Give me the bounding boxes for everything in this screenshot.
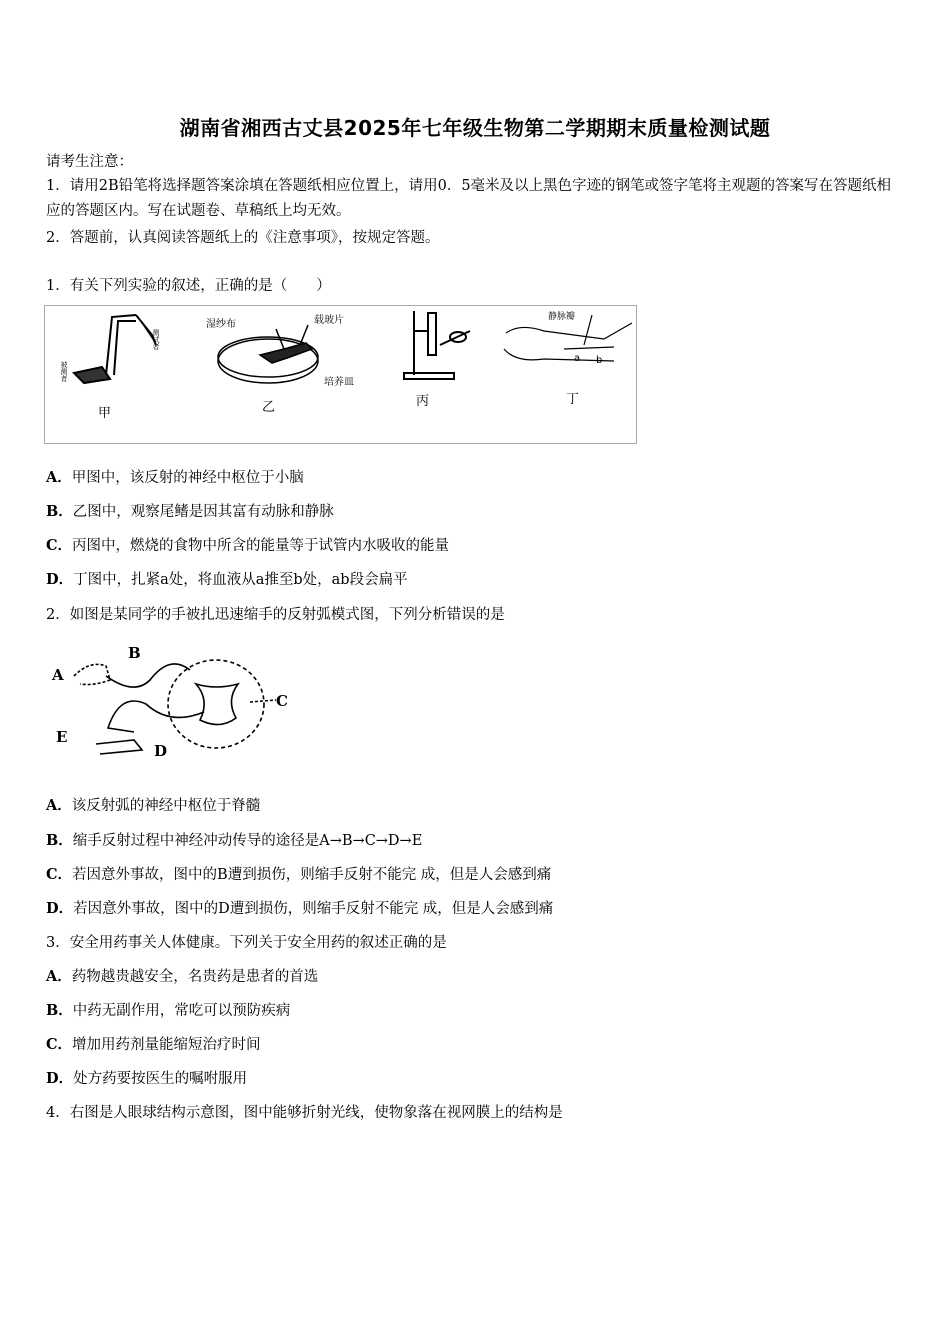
label-peiyangmin: 培养皿 (324, 377, 354, 388)
q3-option-b: B．中药无副作用，常吃可以预防疾病 (46, 1002, 291, 1019)
question-4-stem: 4．右图是人眼球结构示意图，图中能够折射光线，使物象落在视网膜上的结构是 (46, 1105, 563, 1121)
q1-option-d: D．丁图中，扎紧a处，将血液从a推至b处，ab段会扁平 (46, 571, 408, 588)
page-title: 湖南省湘西古丈县2025年七年级生物第二学期期末质量检测试题 (179, 116, 771, 140)
label-a: a (574, 353, 581, 364)
label-A: A (52, 666, 64, 684)
label-ceshizhe: 测试者 (152, 329, 160, 350)
q2-option-b: B．缩手反射过程中神经冲动传导的途径是A→B→C→D→E (46, 832, 423, 849)
label-shishabu: 湿纱布 (206, 319, 236, 330)
notice-item-1: 1．请用2B铅笔将选择题答案涂填在答题纸相应位置上，请用0．5毫米及以上黑色字迹的钢笔或签字笔将主观题的答案写在答题纸相应的答题区内。写在试题卷、草稿纸上均无效。 (46, 178, 892, 219)
label-D: D (154, 742, 168, 760)
q1-option-b: B．乙图中，观察尾鳍是因其富有动脉和静脉 (46, 503, 334, 520)
label-ding: 丁 (566, 392, 580, 407)
question-1-stem: 1．有关下列实验的叙述，正确的是（ ） (46, 278, 331, 294)
label-bing: 丙 (416, 394, 430, 409)
q3-option-a: A．药物越贵越安全，名贵药是患者的首选 (46, 968, 319, 985)
label-jia: 甲 (98, 406, 112, 421)
q1-option-a: A．甲图中，该反射的神经中枢位于小脑 (46, 469, 304, 486)
label-b: b (596, 355, 603, 366)
label-beiceshizhe: 被测者 (60, 361, 68, 382)
question-1-figure (44, 305, 638, 447)
question-2-figure (50, 640, 290, 770)
notice-heading: 请考生注意： (46, 154, 133, 170)
label-jingmaiban: 静脉瓣 (548, 312, 576, 322)
q2-option-a: A．该反射弧的神经中枢位于脊髓 (46, 797, 261, 814)
label-C: C (276, 692, 288, 710)
label-yi: 乙 (262, 400, 276, 415)
q3-option-c: C．增加用药剂量能缩短治疗时间 (46, 1036, 261, 1053)
q3-option-d: D．处方药要按医生的嘱咐服用 (46, 1070, 248, 1087)
question-2-stem: 2．如图是某同学的手被扎迅速缩手的反射弧模式图，下列分析错误的是 (46, 607, 505, 623)
q2-option-d: D．若因意外事故，图中的D遭到损伤，则缩手反射不能完 成，但是人会感到痛 (46, 900, 554, 917)
q1-option-c: C．丙图中，燃烧的食物中所含的能量等于试管内水吸收的能量 (46, 537, 450, 554)
label-B: B (128, 644, 141, 662)
q2-option-c: C．若因意外事故，图中的B遭到损伤，则缩手反射不能完 成，但是人会感到痛 (46, 866, 552, 883)
notice-item-2: 2．答题前，认真阅读答题纸上的《注意事项》，按规定答题。 (46, 230, 440, 246)
label-E: E (56, 728, 68, 746)
question-3-stem: 3．安全用药事关人体健康。下列关于安全用药的叙述正确的是 (46, 935, 447, 951)
label-zaibopian: 载玻片 (314, 315, 344, 326)
